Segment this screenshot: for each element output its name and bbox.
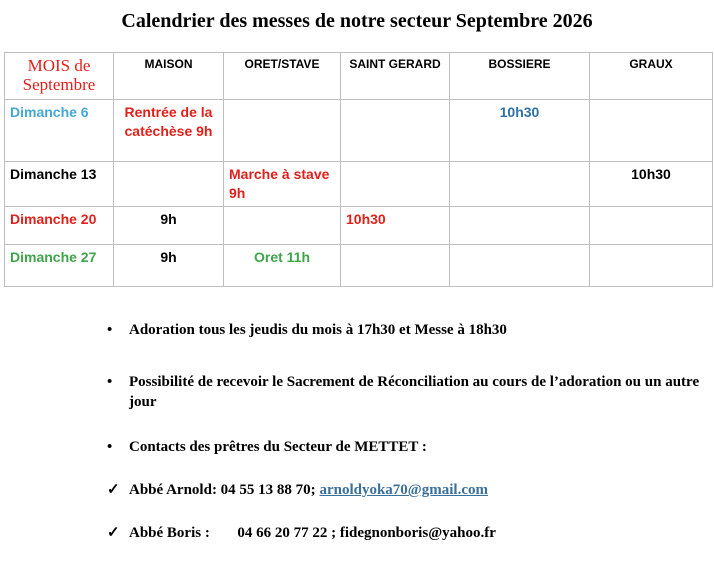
cell-bossiere [450, 207, 590, 245]
cell-bossiere [450, 162, 590, 207]
row-day: Dimanche 20 [5, 207, 114, 245]
list-item [100, 372, 700, 412]
adoration-text: Adoration tous les jeudis du mois à 17h30 et Messe à 18h30 [129, 322, 507, 338]
table-row [5, 100, 713, 162]
cell-graux [590, 100, 713, 162]
bullet-icon: • [107, 439, 113, 455]
cell-graux: 10h30 [590, 162, 713, 207]
cell-maison: 9h [114, 207, 224, 245]
bullet-icon: • [107, 374, 113, 390]
cell-oret-stave [224, 100, 341, 162]
boris-label: Abbé Boris : [129, 525, 210, 541]
cell-saint-gerard [341, 162, 450, 207]
cell-graux [590, 207, 713, 245]
table-header-row [5, 53, 713, 100]
header-mois: MOIS de Septembre [5, 53, 114, 100]
cell-maison: Rentrée de la catéchèse 9h [114, 100, 224, 162]
row-day: Dimanche 13 [5, 162, 114, 207]
cell-bossiere: 10h30 [450, 100, 590, 162]
header-maison: MAISON [114, 53, 224, 100]
cell-graux [590, 245, 713, 287]
list-item [100, 437, 700, 457]
list-item [100, 523, 700, 543]
check-icon: ✓ [107, 482, 120, 498]
cell-oret-stave [224, 207, 341, 245]
cell-saint-gerard [341, 245, 450, 287]
header-oret-stave: ORET/STAVE [224, 53, 341, 100]
page-title: Calendrier des messes de notre secteur Septembre 2026 [121, 10, 593, 32]
cell-maison [114, 162, 224, 207]
cell-maison: 9h [114, 245, 224, 287]
contacts-heading: Contacts des prêtres du Secteur de METTET : [129, 439, 427, 455]
mass-calendar-table [4, 52, 713, 287]
check-icon: ✓ [107, 525, 120, 541]
cell-saint-gerard: 10h30 [341, 207, 450, 245]
arnold-email-link[interactable]: arnoldyoka70@gmail.com [319, 482, 488, 498]
header-graux: GRAUX [590, 53, 713, 100]
notes-list [100, 320, 700, 543]
bullet-icon: • [107, 322, 113, 338]
cell-oret-stave: Marche à stave 9h [224, 162, 341, 207]
row-day: Dimanche 6 [5, 100, 114, 162]
cell-bossiere [450, 245, 590, 287]
boris-contact: 04 66 20 77 22 ; fidegnonboris@yahoo.fr [237, 525, 496, 541]
table-row [5, 162, 713, 207]
row-day: Dimanche 27 [5, 245, 114, 287]
header-bossiere: BOSSIERE [450, 53, 590, 100]
table-row [5, 245, 713, 287]
cell-oret-stave: Oret 11h [224, 245, 341, 287]
list-item [100, 320, 700, 340]
list-item [100, 480, 700, 500]
table-row [5, 207, 713, 245]
arnold-contact: Abbé Arnold: 04 55 13 88 70; [129, 482, 316, 498]
reconciliation-text: Possibilité de recevoir le Sacrement de Réconciliation au cours de l’adoration ou un autre jour [129, 374, 700, 410]
header-saint-gerard: SAINT GERARD [341, 53, 450, 100]
cell-saint-gerard [341, 100, 450, 162]
